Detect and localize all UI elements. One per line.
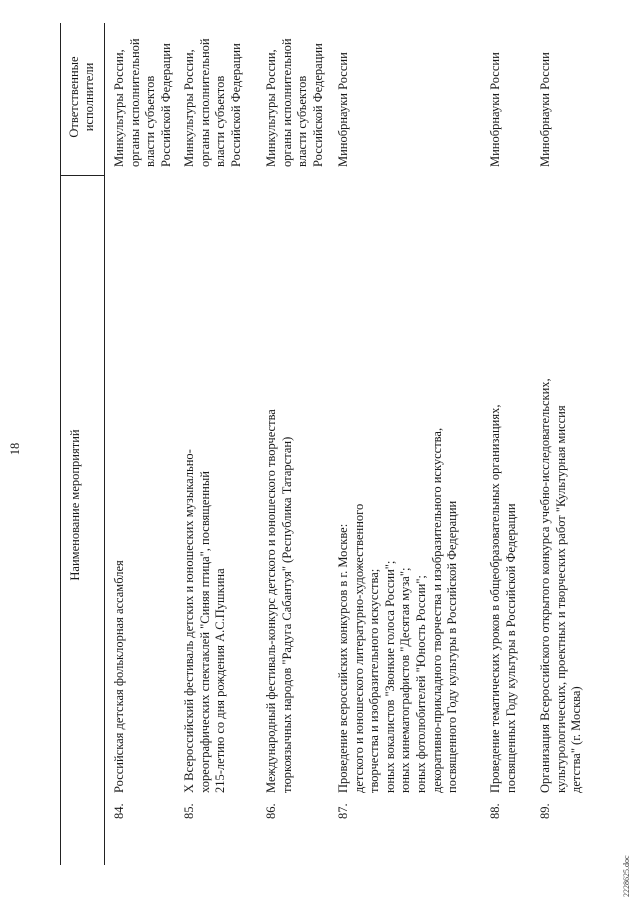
responsible-executor-line: Минобрнауки России: [336, 52, 350, 167]
row-number: 89.: [538, 803, 552, 819]
activity-name-line: X Всероссийский фестиваль детских и юношеских музыкально-: [182, 449, 196, 793]
responsible-executor-line: Минобрнауки России: [488, 52, 502, 167]
responsible-executor-line: власти субъектов: [295, 75, 310, 167]
responsible-executor-line: Российской Федерации: [158, 43, 173, 167]
row-number: 85.: [182, 803, 196, 819]
column-header-responsible-line: исполнители: [82, 62, 96, 132]
responsible-executor-line: органы исполнительной: [197, 38, 212, 167]
activity-name-line: Российская детская фольклорная ассамблея: [112, 560, 126, 793]
activity-name-line: Проведение тематических уроков в общеобразовательных организациях,: [488, 404, 502, 793]
activity-name: [182, 193, 229, 793]
table-header-bottom-rule: [104, 23, 105, 865]
activity-name-line: Проведение всероссийских конкурсов в г. Москве:: [336, 523, 350, 793]
activity-name: [538, 193, 585, 793]
row-number: 84.: [112, 803, 126, 819]
activity-name-line: детского и юношеского литературно-художественного: [351, 503, 366, 793]
responsible-executor-line: власти субъектов: [213, 75, 228, 167]
column-header-activity-name: Наименование мероприятий: [68, 429, 82, 581]
activity-name: [112, 193, 128, 793]
responsible-executor-line: Минкультуры России,: [264, 49, 278, 167]
activity-name-line: Международный фестиваль-конкурс детского и юношеского творчества: [264, 409, 278, 793]
activity-name-line: 215-летию со дня рождения А.С.Пушкина: [213, 568, 228, 793]
responsible-executors: [538, 17, 554, 167]
activity-name: [488, 193, 519, 793]
row-number: 86.: [264, 803, 278, 819]
activity-name-line: юных вокалистов "Звонкие голоса России";: [382, 560, 397, 793]
responsible-executor-line: Российской Федерации: [228, 43, 243, 167]
table-header-column-divider: [60, 175, 104, 176]
responsible-executors: [112, 17, 174, 167]
activity-name-line: творчества и изобразительного искусства;: [367, 568, 382, 793]
row-number: 87.: [336, 803, 350, 819]
responsible-executors: [488, 17, 504, 167]
activity-name-line: декоративно-прикладного творчества и изобразительного искусства,: [429, 427, 444, 793]
activity-name-line: посвященных Году культуры в Российской Федерации: [503, 503, 518, 793]
responsible-executor-line: Минобрнауки России: [538, 52, 552, 167]
column-header-responsible: [60, 22, 104, 172]
activity-name: [264, 193, 295, 793]
activity-name-line: Организация Всероссийского открытого конкурса учебно-исследовательских,: [538, 378, 552, 793]
responsible-executor-line: власти субъектов: [143, 75, 158, 167]
activity-name-line: хореографических спектаклей "Синяя птица", посвященный: [197, 471, 212, 793]
activity-name-line: культурологических, проектных и творческих работ "Культурная миссия: [553, 405, 568, 793]
responsible-executor-line: Минкультуры России,: [182, 49, 196, 167]
responsible-executors: [182, 17, 244, 167]
activity-name-line: юных фотолюбителей "Юность России";: [413, 575, 428, 793]
responsible-executor-line: Российской Федерации: [310, 43, 325, 167]
column-header-responsible-line: Ответственные: [67, 56, 81, 138]
responsible-executor-line: органы исполнительной: [279, 38, 294, 167]
activity-name-line: посвященного Году культуры в Российской Федерации: [445, 500, 460, 793]
activity-name-line: тюркоязычных народов "Радуга Сабантуя" (Республика Татарстан): [279, 436, 294, 793]
page-number: 18: [8, 442, 22, 456]
responsible-executor-line: органы исполнительной: [127, 38, 142, 167]
responsible-executor-line: Минкультуры России,: [112, 49, 126, 167]
activity-name: [336, 193, 461, 793]
document-filename: 2228625.doc: [622, 855, 631, 897]
responsible-executors: [264, 17, 326, 167]
activity-name-line: детства" (г. Москва): [569, 686, 584, 793]
row-number: 88.: [488, 803, 502, 819]
activity-name-line: юных кинематографистов "Десятая муза";: [398, 567, 413, 793]
responsible-executors: [336, 17, 352, 167]
